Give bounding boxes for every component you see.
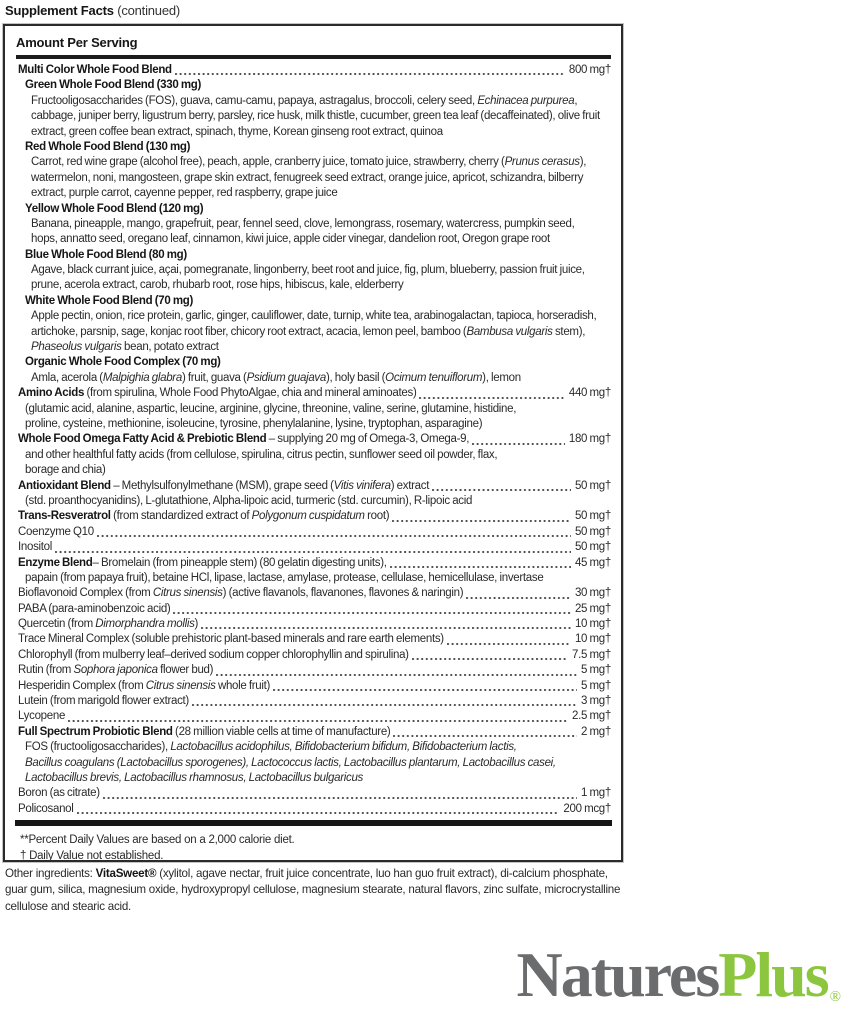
nutrient-name <box>18 432 469 447</box>
ingredient-text: Apple pectin, onion, rice protein, garlic, ginger, cauliflower, date, turnip, white tea, arabinogalactan, tapioca, horseradish, <box>31 310 597 323</box>
ingredient-text: Banana, pineapple, mango, grapefruit, pear, fennel seed, clove, lemongrass, rosemary, watercress, pumpkin seed, <box>31 217 575 230</box>
dotted-leader <box>390 556 571 571</box>
nutrient-row <box>16 586 611 601</box>
ingredient-text: Citrus sinensis <box>152 587 223 600</box>
amount-value: 30 mg† <box>574 587 611 600</box>
ingredient-line <box>16 494 611 509</box>
ingredient-text: watermelon, noni, mangosteen, grape skin extract, fenugreek seed extract, orange juice, apricot, schizandra, bilberry <box>31 171 584 184</box>
ingredient-text: cabbage, juniper berry, ligustrum berry, parsley, rice husk, milk thistle, cucumber, green tea leaf (decaffeinated), olive fruit <box>31 110 600 123</box>
nutrient-name <box>18 709 65 724</box>
nutrient-name <box>18 694 189 709</box>
ingredient-text: ), holy basil ( <box>325 371 386 384</box>
amount-value: 10 mg† <box>574 633 611 646</box>
ingredient-text: Citrus sinensis <box>145 679 216 692</box>
dotted-leader <box>432 479 571 494</box>
ingredient-text: Prunus cerasus <box>504 156 580 169</box>
ingredient-text: Carrot, red wine grape (alcohol free), peach, apple, cranberry juice, tomato juice, strawberry, cherry ( <box>31 156 505 169</box>
nutrient-row <box>16 679 611 694</box>
dotted-leader <box>201 617 571 632</box>
dotted-leader <box>55 540 571 555</box>
ingredient-text: Other ingredients: <box>5 867 96 880</box>
amount-value: 5 mg† <box>581 679 611 692</box>
ingredient-text: proline, cysteine, methionine, isoleucine, tyrosine, phenylalanine, lysine, tryptophan, asparagine) <box>25 417 483 430</box>
ingredient-text: ), lemon <box>482 371 521 384</box>
amount-value: 25 mg† <box>574 602 611 615</box>
dotted-leader <box>447 632 571 647</box>
nutrient-row <box>16 709 611 724</box>
ingredient-text: Polygonum cuspidatum <box>251 510 365 523</box>
ingredient-text: Boron (as citrate) <box>18 787 100 800</box>
nutrient-name <box>18 802 74 817</box>
ingredient-text: and other healthful fatty acids (from cellulose, spirulina, citrus pectin, sunflower seed oil powder, flax, <box>25 448 498 461</box>
ingredient-text: Rutin (from <box>18 664 74 677</box>
ingredient-line <box>16 186 611 201</box>
amount-value: 45 mg† <box>574 556 611 569</box>
ingredient-line <box>16 155 611 170</box>
nutrient-name <box>18 632 444 647</box>
nutrient-name <box>18 556 387 571</box>
ingredient-text: Antioxidant Blend <box>18 479 111 492</box>
other-ingredients-paragraph <box>5 866 625 915</box>
ingredient-line <box>16 263 611 278</box>
ingredient-text: Whole Food Omega Fatty Acid & Prebiotic Blend <box>18 433 267 446</box>
amount-value: 200 mcg† <box>563 802 611 815</box>
footnote-dagger: † Daily Value not established. <box>20 849 164 862</box>
ingredient-text: (xylitol, agave nectar, fruit juice concentrate, luo han guo fruit extract), di-calcium phosphate, guar gum, silica, magnesium oxide, hydroxypropyl cellulose, magnesium stearate, natural flavors, zinc sulfate, microcrystalline cellulose and stearic acid. <box>5 867 621 913</box>
ingredient-text: hops, annatto seed, oregano leaf, cinnamon, kiwi juice, apple cider vinegar, dandelion root, Oregon grape root <box>31 233 550 246</box>
amount-value: 440 mg† <box>568 387 611 400</box>
ingredient-text: Multi Color Whole Food Blend <box>18 64 172 76</box>
ingredient-text: bean, potato extract <box>121 341 219 354</box>
ingredient-text: FOS (fructooligosaccharides), <box>25 741 171 754</box>
ingredient-text: Full Spectrum Probiotic Blend <box>18 725 173 738</box>
amount-value: 1 mg† <box>581 787 611 800</box>
ingredient-text: Phaseolus vulgaris <box>31 341 122 354</box>
ingredient-line <box>16 448 611 463</box>
ingredient-line <box>16 402 611 417</box>
dotted-leader <box>392 509 571 524</box>
naturesplus-logo <box>517 938 839 1012</box>
ingredient-text: Trace Mineral Complex (soluble prehistoric plant-based minerals and rare earth elements) <box>18 633 444 646</box>
amount-value: 10 mg† <box>574 618 611 631</box>
registered-mark: ® <box>829 989 841 1005</box>
ingredient-text: , <box>574 94 578 107</box>
amount-value: 50 mg† <box>574 510 611 523</box>
ingredient-text: Hesperidin Complex (from <box>18 679 146 692</box>
ingredient-text: Dimorphandra mollis <box>95 618 195 631</box>
ingredient-line <box>16 94 611 109</box>
ingredient-line <box>16 371 611 386</box>
nutrient-row <box>16 479 611 494</box>
amount-value: 5 mg† <box>581 664 611 677</box>
logo-plus-text: Plus <box>718 939 828 1010</box>
ingredient-line <box>16 463 611 478</box>
nutrient-row <box>16 694 611 709</box>
ingredient-line <box>16 340 611 355</box>
ingredient-text: Blue Whole Food Blend (80 mg) <box>25 248 187 261</box>
nutrient-name <box>18 586 463 601</box>
dotted-leader <box>175 63 565 78</box>
ingredient-text: whole fruit) <box>215 679 271 692</box>
amount-per-serving-heading: Amount Per Serving <box>16 35 138 50</box>
nutrient-row <box>16 802 611 817</box>
ingredient-line <box>16 325 611 340</box>
blend-subheading <box>16 202 611 217</box>
nutrient-name <box>18 679 270 694</box>
nutrient-name <box>18 63 172 78</box>
amount-value: 50 mg† <box>574 479 611 492</box>
footnote-daily-values: **Percent Daily Values are based on a 2,000 calorie diet. <box>20 834 295 847</box>
ingredient-line <box>16 417 611 432</box>
ingredient-text: ) fruit, guava ( <box>181 371 247 384</box>
ingredient-text: Vitis vinifera <box>333 479 391 492</box>
ingredient-text: Inositol <box>18 541 53 554</box>
ingredient-text: Lactobacillus acidophilus, Bifidobacterium bifidum, Bifidobacterium lactis, <box>170 741 517 754</box>
ingredient-text: ) (active flavanols, flavanones, flavones & naringin) <box>222 587 464 600</box>
dotted-leader <box>216 663 577 678</box>
amount-value: 50 mg† <box>574 541 611 554</box>
dotted-leader <box>103 786 577 801</box>
ingredient-text: papain (from papaya fruit), betaine HCl, lipase, lactase, amylase, protease, cellulase, hemicellulase, invertase <box>25 571 544 584</box>
ingredient-text: Agave, black currant juice, açai, pomegranate, lingonberry, beet root and juice, fig, plum, blueberry, passion fruit juice, <box>31 264 585 277</box>
ingredient-text: White Whole Food Blend (70 mg) <box>25 294 194 307</box>
ingredient-text: Enzyme Blend <box>18 556 93 569</box>
ingredient-text: Policosanol <box>18 802 74 815</box>
amount-value: 800 mg† <box>568 64 611 76</box>
ingredient-text: Organic Whole Food Complex (70 mg) <box>25 356 221 369</box>
ingredient-text: Lutein (from marigold flower extract) <box>18 695 189 708</box>
ingredient-text: Bioflavonoid Complex (from <box>18 587 153 600</box>
page-title-main: Supplement Facts <box>5 3 114 18</box>
ingredient-text: Bacillus coagulans (Lactobacillus sporogenes), Lactococcus lactis, Lactobacillus plantarum, Lactobacillus casei, <box>25 756 556 769</box>
ingredient-text: (28 million viable cells at time of manufacture) <box>172 725 391 738</box>
ingredient-text: (std. proanthocyanidins), L-glutathione, Alpha-lipoic acid, turmeric (std. curcumin), R-lipoic acid <box>25 494 473 507</box>
nutrient-row <box>16 648 611 663</box>
ingredient-text: (from standardized extract of <box>110 510 252 523</box>
ingredient-text: Amla, acerola ( <box>31 371 103 384</box>
ingredient-line <box>16 571 611 586</box>
ingredient-text: Trans-Resveratrol <box>18 510 111 523</box>
ingredient-text: Sophora japonica <box>73 664 158 677</box>
dotted-leader <box>393 725 577 740</box>
ingredient-line <box>16 771 611 786</box>
footnote-separator-bar <box>15 820 612 826</box>
blend-subheading <box>16 140 611 155</box>
nutrient-row <box>16 525 611 540</box>
dotted-leader <box>412 648 568 663</box>
blend-subheading <box>16 294 611 309</box>
heading-separator-bar <box>16 55 611 59</box>
amount-value: 2.5 mg† <box>572 710 611 723</box>
footnotes <box>16 833 611 864</box>
nutrient-row <box>16 602 611 617</box>
ingredient-text: flower bud) <box>157 664 214 677</box>
nutrient-name <box>18 509 389 524</box>
ingredient-text: ) <box>194 618 199 631</box>
ingredient-text: artichoke, parsnip, sage, konjac root fiber, chicory root extract, acacia, lemon peel, bamboo ( <box>31 325 467 338</box>
ingredient-text: Green Whole Food Blend (330 mg) <box>25 79 202 92</box>
ingredient-line <box>16 125 611 140</box>
amount-value: 3 mg† <box>581 695 611 708</box>
ingredient-text: Quercetin (from <box>18 618 96 631</box>
dotted-leader <box>273 679 577 694</box>
ingredient-text: (glutamic acid, alanine, aspartic, leucine, arginine, glycine, threonine, valine, serine, glutamine, histidine, <box>25 402 517 415</box>
amount-value: 2 mg† <box>581 725 611 738</box>
amount-value: 7.5 mg† <box>572 648 611 661</box>
ingredient-text: ), <box>579 156 587 169</box>
ingredient-text: extract, purple carrot, cayenne pepper, red raspberry, grape juice <box>31 187 338 200</box>
nutrient-row <box>16 63 611 78</box>
dotted-leader <box>97 525 571 540</box>
nutrient-rows <box>16 63 611 817</box>
ingredient-text: borage and chia) <box>25 464 106 477</box>
nutrient-name <box>18 479 429 494</box>
nutrient-row <box>16 556 611 571</box>
ingredient-text: Lactobacillus brevis, Lactobacillus rhamnosus, Lactobacillus bulgaricus <box>25 771 364 784</box>
ingredient-line <box>16 217 611 232</box>
ingredient-text: (from spirulina, Whole Food PhytoAlgae, chia and mineral aminoates) <box>84 387 417 400</box>
nutrient-name <box>18 725 390 740</box>
ingredient-line <box>16 756 611 771</box>
dotted-leader <box>419 386 564 401</box>
ingredient-text: Ocimum tenuiflorum <box>385 371 483 384</box>
nutrient-name <box>18 786 100 801</box>
nutrient-row <box>16 663 611 678</box>
nutrient-name <box>18 663 213 678</box>
amount-value: 180 mg† <box>568 433 611 446</box>
ingredient-line <box>16 171 611 186</box>
amount-value: 50 mg† <box>574 525 611 538</box>
blend-subheading <box>16 248 611 263</box>
ingredient-text: Chlorophyll (from mulberry leaf–derived sodium copper chlorophyllin and spirulina) <box>18 648 409 661</box>
supplement-facts-panel <box>3 24 623 862</box>
dotted-leader <box>68 709 568 724</box>
ingredient-text: VitaSweet® <box>95 867 157 880</box>
ingredient-text: stem), <box>552 325 586 338</box>
nutrient-row <box>16 617 611 632</box>
ingredient-text: – Methylsulfonylmethane (MSM), grape seed ( <box>110 479 334 492</box>
ingredient-text: extract, green coffee bean extract, spinach, thyme, Korean ginseng root extract, quinoa <box>31 125 443 138</box>
ingredient-text: Bambusa vulgaris <box>466 325 553 338</box>
ingredient-text: root) <box>364 510 390 523</box>
ingredient-text: Echinacea purpurea <box>477 94 575 107</box>
blend-subheading <box>16 355 611 370</box>
ingredient-line <box>16 740 611 755</box>
dotted-leader <box>472 432 565 447</box>
nutrient-row <box>16 632 611 647</box>
ingredient-text: Amino Acids <box>18 387 85 400</box>
ingredient-line <box>16 109 611 124</box>
nutrient-name <box>18 617 198 632</box>
ingredient-text: prune, acerola extract, carob, rhubarb root, rose hips, hibiscus, kale, elderberry <box>31 279 404 292</box>
ingredient-line <box>16 309 611 324</box>
ingredient-text: Malpighia glabra <box>102 371 182 384</box>
ingredient-text: ) extract <box>390 479 430 492</box>
page-title <box>5 3 180 18</box>
nutrient-name <box>18 540 52 555</box>
ingredient-text: Coenzyme Q10 <box>18 525 94 538</box>
ingredient-text: Red Whole Food Blend (130 mg) <box>25 140 191 153</box>
page-title-continued: (continued) <box>113 3 181 18</box>
ingredient-text: Fructooligosaccharides (FOS), guava, camu-camu, papaya, astragalus, broccoli, celery seed, <box>31 94 478 107</box>
nutrient-name <box>18 525 94 540</box>
ingredient-text: – supplying 20 mg of Omega-3, Omega-9, <box>266 433 470 446</box>
nutrient-row <box>16 509 611 524</box>
nutrient-row <box>16 725 611 740</box>
nutrient-row <box>16 386 611 401</box>
ingredient-text: – Bromelain (from pineapple stem) (80 gelatin digesting units), <box>92 556 387 569</box>
ingredient-text: PABA (para-aminobenzoic acid) <box>18 602 171 615</box>
dotted-leader <box>192 694 577 709</box>
ingredient-text: Lycopene <box>18 710 66 723</box>
ingredient-line <box>16 232 611 247</box>
nutrient-row <box>16 540 611 555</box>
blend-subheading <box>16 78 611 93</box>
nutrient-name <box>18 386 416 401</box>
nutrient-name <box>18 648 409 663</box>
ingredient-text: Yellow Whole Food Blend (120 mg) <box>25 202 204 215</box>
nutrient-row <box>16 432 611 447</box>
nutrient-row <box>16 786 611 801</box>
nutrient-name <box>18 602 170 617</box>
dotted-leader <box>466 586 571 601</box>
logo-natures-text: Natures <box>516 939 719 1010</box>
ingredient-line <box>16 278 611 293</box>
dotted-leader <box>77 802 560 817</box>
dotted-leader <box>173 602 570 617</box>
ingredient-text: Psidium guajava <box>246 371 326 384</box>
